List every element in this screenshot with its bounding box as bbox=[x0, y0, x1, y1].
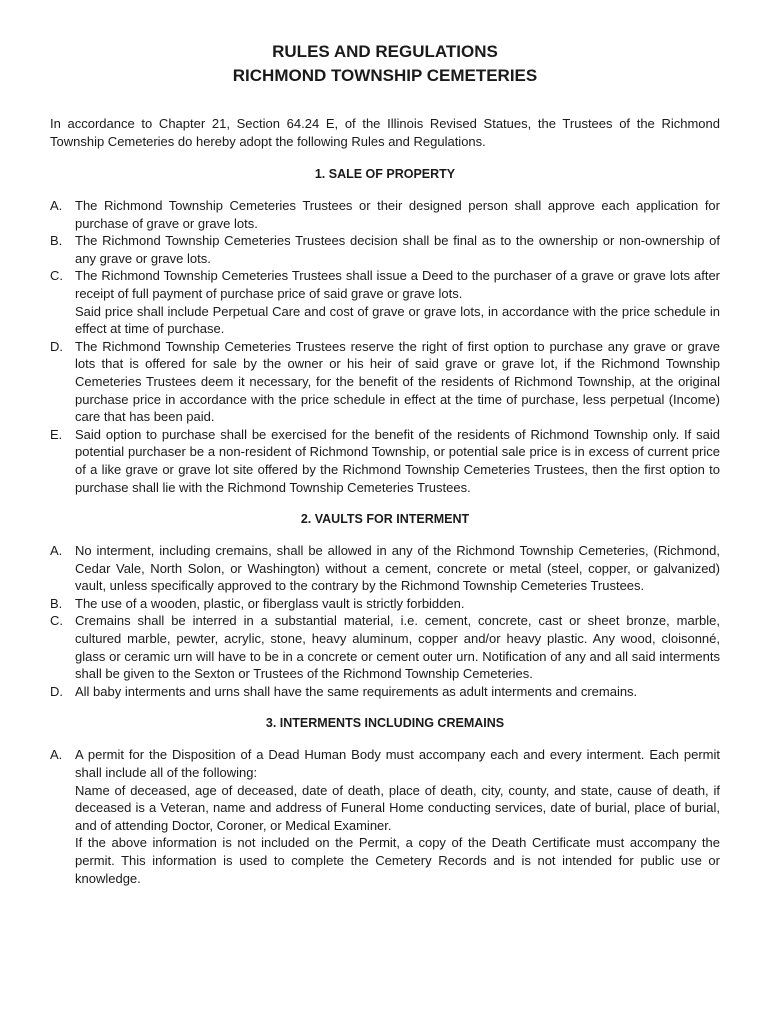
item-body bbox=[75, 683, 720, 701]
list-item bbox=[50, 683, 720, 701]
intro-paragraph: In accordance to Chapter 21, Section 64.24 E, of the Illinois Revised Statues, the Trustees of the Richmond Township Cemeteries do hereby adopt the following Rules and Regulations. bbox=[50, 116, 720, 149]
item-paragraph: All baby interments and urns shall have the same requirements as adult interments and cremains. bbox=[75, 683, 638, 699]
list-item bbox=[50, 426, 720, 496]
list-item bbox=[50, 338, 720, 426]
document-title-line1: RULES AND REGULATIONS bbox=[272, 42, 498, 61]
item-letter: A. bbox=[50, 747, 63, 763]
section-item-list bbox=[50, 542, 720, 700]
item-letter: C. bbox=[50, 613, 63, 629]
item-letter: A. bbox=[50, 198, 63, 213]
section-heading: 3. INTERMENTS INCLUDING CREMAINS bbox=[265, 716, 505, 731]
item-paragraph: The Richmond Township Cemeteries Trustees reserve the right of first option to purchase any grave or grave lots that is offered for sale by the owner or his heir of said grave or grave lot, if the Richmond Township Cemeteries Trustees deem it necessary, for the benefit of the residents of Richmond Township, at the original purchase price in accordance with the price schedule in effect at the time of purchase, less perpetual (Income) care that has been paid. bbox=[75, 338, 720, 425]
item-letter: E. bbox=[50, 426, 63, 442]
section-heading: 1. SALE OF PROPERTY bbox=[314, 167, 456, 181]
item-letter: C. bbox=[50, 268, 63, 284]
item-paragraph: The Richmond Township Cemeteries Trustees decision shall be final as to the ownership or non-ownership of any grave or grave lots. bbox=[75, 233, 720, 266]
item-body bbox=[75, 595, 720, 613]
item-letter: B. bbox=[50, 233, 63, 249]
item-body bbox=[75, 746, 720, 887]
list-item bbox=[50, 746, 720, 887]
item-body bbox=[75, 426, 720, 496]
item-paragraph: The use of a wooden, plastic, or fiberglass vault is strictly forbidden. bbox=[75, 595, 465, 611]
sections-container bbox=[50, 165, 720, 887]
list-item bbox=[50, 542, 720, 595]
list-item bbox=[50, 267, 720, 337]
section-item-list bbox=[50, 746, 720, 887]
item-paragraph: Said option to purchase shall be exercised for the benefit of the residents of Richmond Township only. If said potential purchaser be a non-resident of Richmond Township, or potential sale price is in excess of current price of a like grave or grave lot site offered by the Richmond Township Cemeteries Trustees, then the first option to purchase shall lie with the Richmond Township Cemeteries Trustees. bbox=[75, 426, 720, 495]
item-body bbox=[75, 267, 720, 337]
section-item-list bbox=[50, 197, 720, 496]
item-letter: B. bbox=[50, 595, 63, 611]
item-body bbox=[75, 338, 720, 426]
item-body bbox=[75, 232, 720, 267]
item-body bbox=[75, 542, 720, 595]
item-body bbox=[75, 612, 720, 682]
item-letter: A. bbox=[50, 543, 63, 559]
item-paragraph: Said price shall include Perpetual Care and cost of grave or grave lots, in accordance with the price schedule in effect at time of purchase. bbox=[75, 303, 720, 337]
list-item bbox=[50, 612, 720, 682]
list-item bbox=[50, 232, 720, 267]
item-paragraph: If the above information is not included on the Permit, a copy of the Death Certificate must accompany the permit. This information is used to complete the Cemetery Records and is not intended for public use or knowledge. bbox=[75, 835, 720, 886]
item-paragraph: A permit for the Disposition of a Dead Human Body must accompany each and every interment. Each permit shall include all of the following: bbox=[75, 747, 720, 781]
item-paragraph: No interment, including cremains, shall be allowed in any of the Richmond Township Cemeteries, (Richmond, Cedar Vale, North Solon, or Washington) without a cement, concrete or metal (steel, copper, or galvanized) vault, unless specifically approved to the contrary by the Richmond Township Cemeteries Trustees. bbox=[75, 543, 720, 594]
item-paragraph: The Richmond Township Cemeteries Trustees or their designed person shall approve each application for purchase of grave or grave lots. bbox=[75, 198, 720, 231]
document-title-line2: RICHMOND TOWNSHIP CEMETERIES bbox=[232, 66, 538, 85]
list-item bbox=[50, 197, 720, 232]
list-item bbox=[50, 595, 720, 613]
item-paragraph: Cremains shall be interred in a substantial material, i.e. cement, concrete, cast or sheet bronze, marble, cultured marble, pewter, acrylic, stone, heavy aluminum, copper and/or heavy plastic. Any wood, cloisonné, glass or ceramic urn will have to be in a concrete or cement outer urn. Notification of any and all said interments shall be given to the Sexton or Trustees of the Richmond Township Cemeteries. bbox=[75, 613, 720, 682]
item-letter: D. bbox=[50, 683, 63, 699]
item-body bbox=[75, 197, 720, 232]
item-paragraph: The Richmond Township Cemeteries Trustees shall issue a Deed to the purchaser of a grave or grave lots after receipt of full payment of purchase price of said grave or grave lots. bbox=[75, 268, 720, 301]
item-paragraph: Name of deceased, age of deceased, date of death, place of death, city, county, and state, cause of death, if deceased is a Veteran, name and address of Funeral Home conducting services, date of burial, place of burial, and of attending Doctor, Coroner, or Medical Examiner. bbox=[75, 782, 720, 833]
section-heading: 2. VAULTS FOR INTERMENT bbox=[300, 512, 470, 527]
item-letter: D. bbox=[50, 338, 63, 354]
